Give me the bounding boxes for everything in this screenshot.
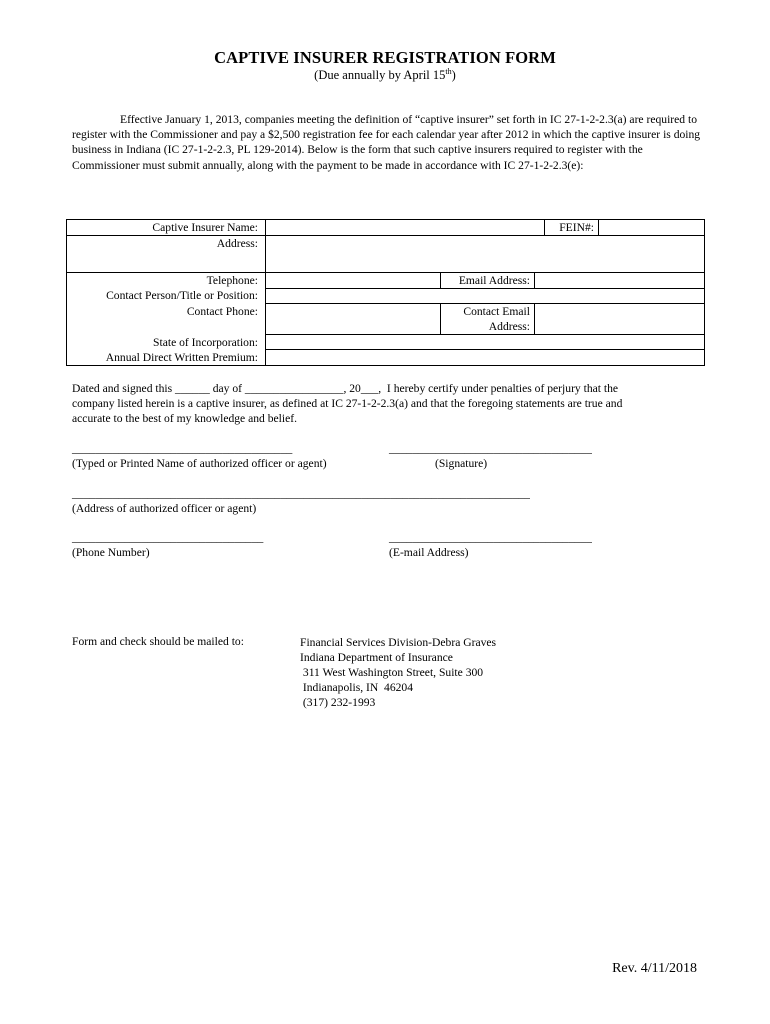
officer-address-caption: (Address of authorized officer or agent) [72,502,257,515]
contact-phone-label: Contact Phone: [186,305,258,318]
captive-insurer-name-label: Captive Insurer Name: [152,221,258,234]
mailing-address-line: Financial Services Division-Debra Graves [300,636,497,649]
phone-number-caption: (Phone Number) [72,546,150,559]
fein-field[interactable] [600,221,703,235]
printed-name-line[interactable]: ______________________________________ [72,442,293,455]
fein-divider-right [598,219,599,236]
certification-line-3: accurate to the best of my knowledge and belief. [72,412,298,425]
contact-email-field[interactable] [536,305,703,333]
row-line-state [265,349,705,350]
contact-email-divider-right [534,303,535,335]
address-field[interactable] [267,237,703,271]
subtitle-close: ) [451,68,456,82]
captive-insurer-name-field[interactable] [267,221,543,235]
form-title: CAPTIVE INSURER REGISTRATION FORM [214,48,556,67]
row-line-name [66,235,705,236]
contact-email-divider-left [440,303,441,335]
table-label-divider [265,219,266,366]
telephone-label: Telephone: [206,274,258,287]
mailing-address-line: Indiana Department of Insurance [300,651,453,664]
row-line-telephone [265,288,705,289]
state-of-incorporation-label: State of Incorporation: [153,336,258,349]
annual-premium-label: Annual Direct Written Premium: [105,351,258,364]
mailing-address-line: 311 West Washington Street, Suite 300 [300,666,484,679]
phone-number-line[interactable]: _________________________________ [72,531,264,544]
mailing-address-line: (317) 232-1993 [300,696,376,709]
certification-line-1: Dated and signed this ______ day of _________________, 20___, I hereby certify under penalties of perjury that the [72,382,619,395]
fein-label: FEIN#: [559,221,594,234]
officer-address-line[interactable]: _______________________________________________________________________________ [72,487,530,500]
row-line-contact-phone [265,334,705,335]
signature-line[interactable]: ___________________________________ [389,442,592,455]
printed-name-caption: (Typed or Printed Name of authorized officer or agent) [72,457,327,470]
email-divider-left [440,272,441,289]
table-border-bottom [66,365,705,366]
annual-premium-field[interactable] [267,351,703,364]
mailing-label: Form and check should be mailed to: [72,635,244,648]
contact-person-field[interactable] [267,290,703,302]
email-address-label: Email Address: [458,274,530,287]
certification-line-2: company listed herein is a captive insurer, as defined at IC 27-1-2-2.3(a) and that the foregoing statements are true and [72,397,623,410]
contact-person-label: Contact Person/Title or Position: [106,289,258,302]
row-line-address [66,272,705,273]
mailing-address [300,635,496,710]
telephone-field[interactable] [267,274,439,288]
intro-paragraph: Effective January 1, 2013, companies meeting the definition of “captive insurer” set forth in IC 27-1-2-2.3(a) are required to register with the Commissioner and pay a $2,500 registration fee for each calendar year after 2012 in which the captive insurer is doing business in Indiana (IC 27-1-2-2.3, PL 129-2014). Below is the form that such captive insurers required to register with the Commissioner must submit annually, along with the payment to be made in accordance with IC 27-1-2-2.3(e): [72,113,701,172]
mailing-address-line: Indianapolis, IN 46204 [300,681,414,694]
subtitle-text: (Due annually by April 15 [314,68,446,82]
contact-phone-field[interactable] [267,305,439,333]
table-border-left [66,219,67,366]
subtitle-superscript: th [445,67,452,76]
table-border-right [704,219,705,366]
email-address-field[interactable] [536,274,703,288]
revision-date: Rev. 4/11/2018 [612,961,697,976]
signature-caption: (Signature) [435,457,488,470]
email-address-line[interactable]: ___________________________________ [389,531,592,544]
contact-email-label: Contact Email [463,305,530,318]
email-address-caption: (E-mail Address) [389,546,469,559]
address-label: Address: [216,237,258,250]
state-of-incorporation-field[interactable] [267,336,703,348]
form-subtitle [0,68,770,83]
contact-email-label-2: Address: [488,320,530,333]
table-border-top [66,219,705,220]
email-divider-right [534,272,535,289]
row-line-contact-person [265,303,705,304]
fein-divider-left [544,219,545,236]
